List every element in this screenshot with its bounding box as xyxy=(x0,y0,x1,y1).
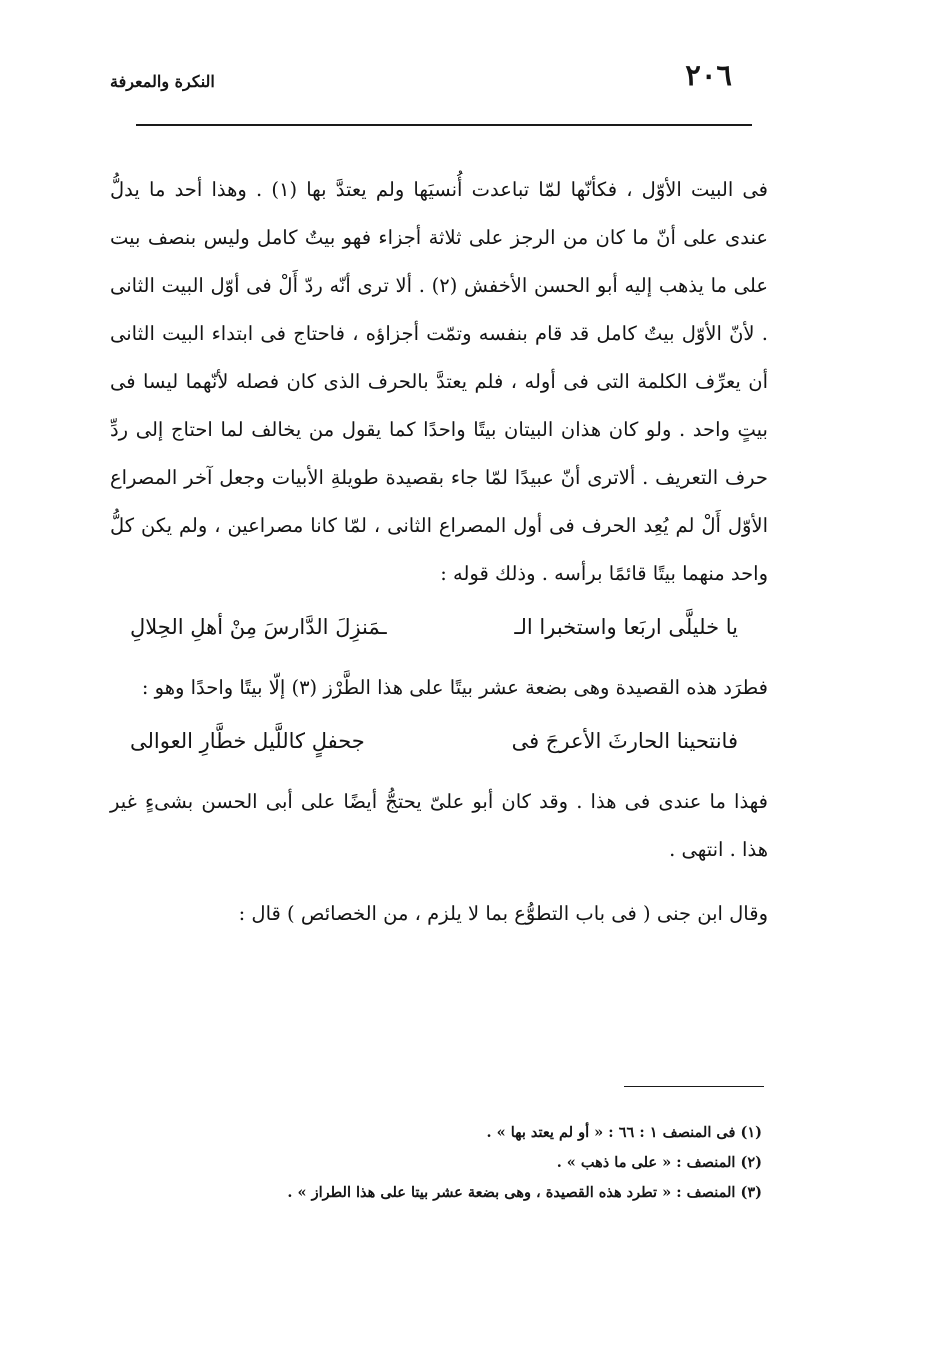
verse-1-second-hemistich: ـمَنزِلَ الدَّارسَ مِنْ أهلِ الحِلالِ xyxy=(130,615,387,639)
page-number: ٢٠٦ xyxy=(685,58,732,92)
paragraph-2: فطرَد هذه القصيدة وهى بضعة عشر بيتًا على هذا الطَّرْز (٣) إلّا بيتًا واحدًا وهو : xyxy=(141,676,768,699)
footnote-rule xyxy=(624,1086,764,1087)
footnote-2: (٢) المنصف : « على ما ذهب » . xyxy=(556,1154,762,1171)
main-text xyxy=(110,166,768,938)
verse-2 xyxy=(110,718,768,764)
paragraph-1: فى البيت الأوّل ، فكأنّها لمّا تباعدت أُنسيَها ولم يعتدَّ بها (١) . وهذا أحد ما يدلُّ عندى على أنّ ما كان من الرجز على ثلاثة أجزاء فهو بيتٌ كامل وليس بنصف بيت على ما يذهب إليه أبو الحسن الأخفش (٢) . ألا ترى أنّه ردّ أَلْ فى أوّل البيت الثانى . لأنّ الأوّل بيتٌ كامل قد قام بنفسه وتمّت أجزاؤه ، فاحتاج فى ابتداء البيت الثانى أن يعرِّف الكلمة التى فى أوله ، فلم يعتدَّ بالحرف الذى كان فصله لأنّهما ليسا فى بيتٍ واحد . ولو كان هذان البيتان بيتًا واحدًا كما يقول من يخالف لما احتاج إلى ردِّ حرف التعريف . ألاترى أنّ عبيدًا لمّا جاء بقصيدة طويلةِ الأبيات وجعل آخر المصراع الأوّل أَلْ لم يُعِد الحرف فى أول المصراع الثانى ، لمّا كانا مصراعين ، ولم يكن كلُّ واحد منهما بيتًا قائمًا برأسه . وذلك قوله : xyxy=(110,178,769,585)
paragraph-4: وقال ابن جنى ( فى باب التطوُّع بما لا يلزم ، من الخصائص ) قال : xyxy=(238,902,768,925)
footnotes xyxy=(150,1118,762,1208)
running-head xyxy=(110,58,732,98)
paragraph-3: فهذا ما عندى فى هذا . وقد كان أبو علىّ يحتجُّ أيضًا على أبى الحسن بشىءٍ غير هذا . انتهى . xyxy=(110,790,768,861)
header-rule xyxy=(136,124,752,126)
verse-2-first-hemistich: فانتحينا الحارثَ الأعرجَ فى xyxy=(511,729,738,753)
verse-1 xyxy=(110,604,768,650)
footnote-3: (٣) المنصف : « تطرد هذه القصيدة ، وهى بضعة عشر بيتا على هذا الطراز » . xyxy=(287,1184,762,1201)
verse-1-first-hemistich: يا خليلَّى اربَعا واستخبرا الـ xyxy=(514,615,738,639)
footnote-1: (١) فى المنصف ١ : ٦٦ : « أو لم يعتد بها » . xyxy=(486,1124,762,1141)
running-title: النكرة والمعرفة xyxy=(110,72,215,91)
verse-2-second-hemistich: جحفلٍ كاللَّيل خطَّارِ العوالى xyxy=(130,729,365,753)
